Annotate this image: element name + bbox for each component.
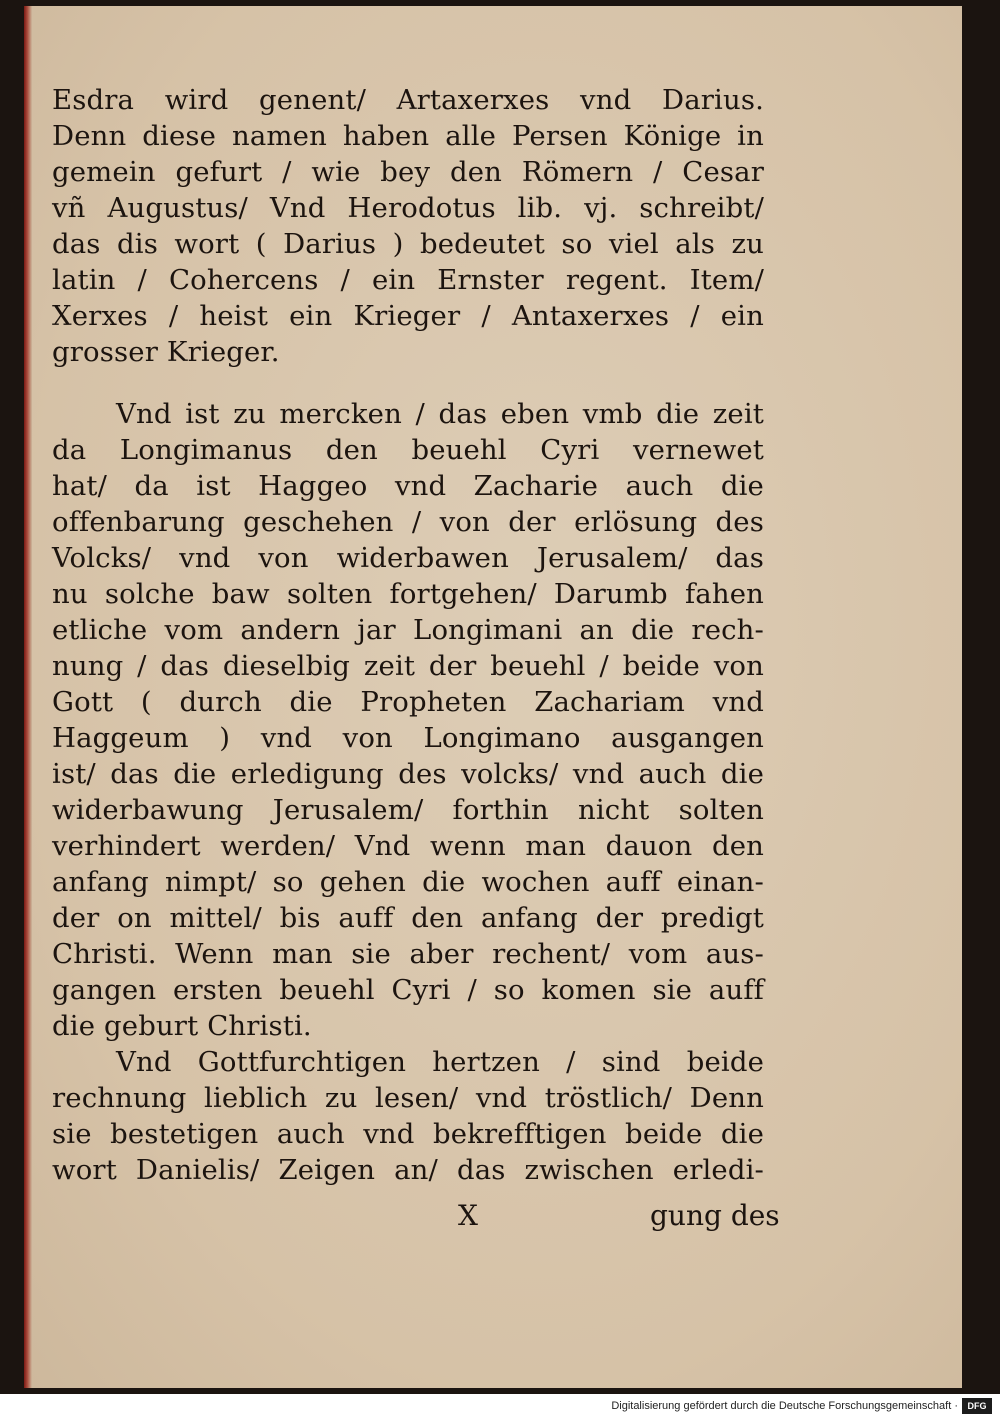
text-line: vñ Augustus/ Vnd Herodotus lib. vj. schreibt/ xyxy=(52,192,764,224)
text-line: Denn diese namen haben alle Persen Könige in xyxy=(52,120,764,152)
text-line: gangen ersten beuehl Cyri / so komen sie auff xyxy=(52,974,764,1006)
text-line: Vnd ist zu mercken / das eben vmb die zeit xyxy=(116,398,764,430)
page-binding-edge xyxy=(24,6,32,1388)
text-line: etliche vom andern jar Longimani an die rech- xyxy=(52,614,764,646)
text-line: Vnd Gottfurchtigen hertzen / sind beide xyxy=(116,1046,764,1078)
text-line: grosser Krieger. xyxy=(52,336,280,368)
text-line: anfang nimpt/ so gehen die wochen auff einan- xyxy=(52,866,764,898)
text-line: die geburt Christi. xyxy=(52,1010,312,1042)
dfg-logo: DFG xyxy=(962,1398,992,1414)
text-line: hat/ da ist Haggeo vnd Zacharie auch die xyxy=(52,470,764,502)
text-line: verhindert werden/ Vnd wenn man dauon den xyxy=(52,830,764,862)
text-line: das dis wort ( Darius ) bedeutet so viel als zu xyxy=(52,228,764,260)
catchword: gung des xyxy=(650,1199,780,1232)
footer-bar xyxy=(0,1394,1000,1421)
signature-mark: X xyxy=(458,1199,478,1232)
text-line: ist/ das die erledigung des volcks/ vnd auch die xyxy=(52,758,764,790)
text-line: der on mittel/ bis auff den anfang der predigt xyxy=(52,902,764,934)
text-line: sie bestetigen auch vnd bekrefftigen beide die xyxy=(52,1118,764,1150)
footer-credit: Digitalisierung gefördert durch die Deutsche Forschungsgemeinschaft · xyxy=(611,1400,958,1412)
text-line: nung / das dieselbig zeit der beuehl / beide von xyxy=(52,650,764,682)
text-line: offenbarung geschehen / von der erlösung des xyxy=(52,506,764,538)
text-line: Esdra wird genent/ Artaxerxes vnd Darius. xyxy=(52,84,764,116)
text-line: gemein gefurt / wie bey den Römern / Cesar xyxy=(52,156,764,188)
text-line: rechnung lieblich zu lesen/ vnd tröstlich/ Denn xyxy=(52,1082,764,1114)
text-line: Volcks/ vnd von widerbawen Jerusalem/ das xyxy=(52,542,764,574)
text-line: wort Danielis/ Zeigen an/ das zwischen erledi- xyxy=(52,1154,764,1186)
text-line: widerbawung Jerusalem/ forthin nicht solten xyxy=(52,794,764,826)
text-line: Xerxes / heist ein Krieger / Antaxerxes / ein xyxy=(52,300,764,332)
text-line: Gott ( durch die Propheten Zachariam vnd xyxy=(52,686,764,718)
paragraph-gap xyxy=(52,370,764,396)
text-line: latin / Cohercens / ein Ernster regent. Item/ xyxy=(52,264,764,296)
page-text xyxy=(52,82,764,1188)
text-line: nu solche baw solten fortgehen/ Darumb fahen xyxy=(52,578,764,610)
text-line: da Longimanus den beuehl Cyri vernewet xyxy=(52,434,764,466)
text-line: Haggeum ) vnd von Longimano ausgangen xyxy=(52,722,764,754)
text-line: Christi. Wenn man sie aber rechent/ vom aus- xyxy=(52,938,764,970)
